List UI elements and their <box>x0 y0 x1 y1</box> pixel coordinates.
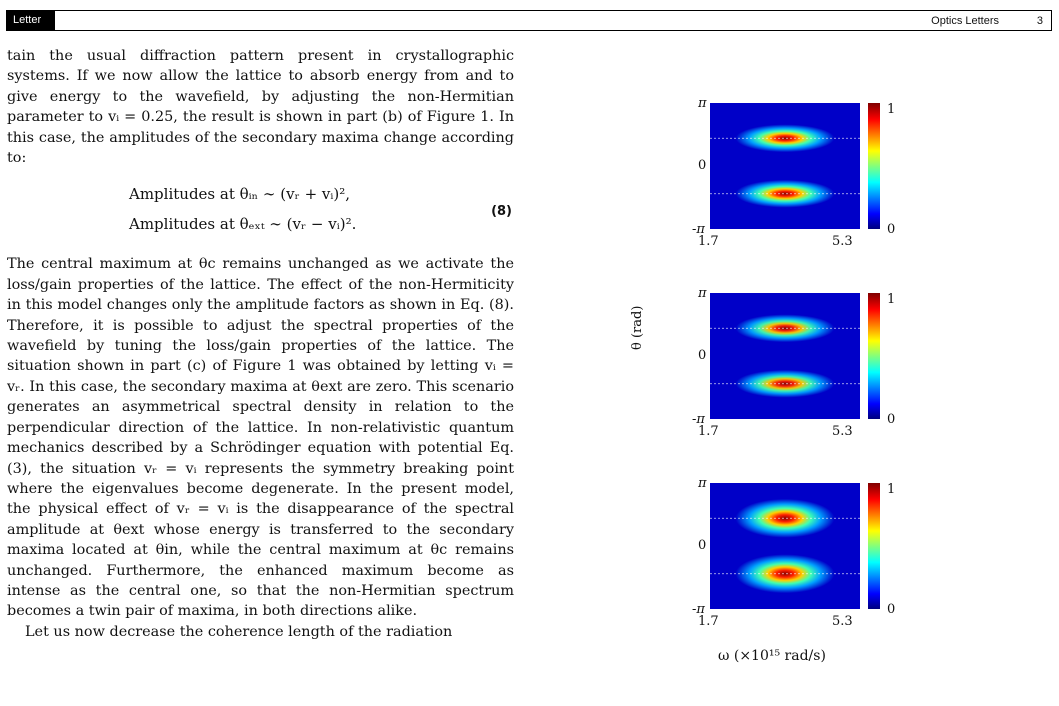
ytick-top: π <box>698 476 707 491</box>
paragraph-1: tain the usual diffraction pattern present in crystallographic systems. If we now allow the lattice to absorb energy from and to give energy to the wavefield, by adjusting the non-Hermitian parameter to vᵢ = 0.25, the result is shown in part (b) of Figure 1. In this case, the amplitudes of the secondary maxima change according to: <box>7 48 514 167</box>
heatmap-a <box>710 103 860 229</box>
colorbar-c <box>868 483 880 609</box>
panel-a <box>640 95 900 285</box>
ytick-top: π <box>698 96 707 111</box>
xtick-right: 5.3 <box>832 234 853 249</box>
equation-line-1: Amplitudes at θᵢₙ ∼ (vᵣ + vᵢ)², <box>129 185 351 204</box>
heatmap-background <box>710 293 860 419</box>
equation-8 <box>7 176 514 250</box>
header-frame <box>6 10 1052 31</box>
x-axis-label: ω (×10¹⁵ rad/s) <box>718 648 826 664</box>
xtick-left: 1.7 <box>698 424 719 439</box>
paragraph-3: Let us now decrease the coherence length of the radiation <box>25 623 453 640</box>
page-number: 3 <box>1036 15 1043 27</box>
paragraph-2: The central maximum at θc remains unchanged as we activate the loss/gain properties of the lattice. The effect of the non-Hermiticity in this model changes only the amplitude factors as shown in Eq. (8). Therefore, it is possible to adjust the spectral properties of the wavefield by tuning the loss/gain properties of the lattice. The situation shown in part (c) of Figure 1 was obtained by letting vᵢ = vᵣ. In this case, the secondary maxima at θext are zero. This scenario generates an asymmetrical spectral density in relation to the perpendicular direction of the lattice. In non-relativistic quantum mechanics described by a Schrödinger equation with potential Eq. (3), the situation vᵣ = vᵢ represents the symmetry breaking point where the eigenvalues become degenerate. In the present model, the physical effect of vᵣ = vᵢ is the disappearance of the spectral amplitude at θext whose energy is transferred to the secondary maxima located at θin, while the central maximum at θc remains unchanged. Furthermore, the enhanced maximum become as intense as the central one, so that the non-Hermitian spectrum becomes a twin pair of maxima, in both directions alike. <box>7 256 514 620</box>
ytick-mid: 0 <box>698 158 707 173</box>
ytick-bottom: -π <box>692 412 705 427</box>
equation-number: (8) <box>491 204 512 220</box>
colorbar-a <box>868 103 880 229</box>
xtick-right: 5.3 <box>832 614 853 629</box>
cbar-tick-bottom: 0 <box>887 602 896 617</box>
ytick-bottom: -π <box>692 222 705 237</box>
xtick-left: 1.7 <box>698 234 719 249</box>
panel-c <box>640 475 900 665</box>
y-axis-label: θ (rad) <box>630 305 645 350</box>
xtick-right: 5.3 <box>832 424 853 439</box>
panel-b <box>640 285 900 475</box>
ytick-mid: 0 <box>698 348 707 363</box>
heatmap-c <box>710 483 860 609</box>
cbar-tick-top: 1 <box>887 102 896 117</box>
cbar-tick-bottom: 0 <box>887 412 896 427</box>
figure-1 <box>630 95 900 675</box>
cbar-tick-top: 1 <box>887 292 896 307</box>
ytick-bottom: -π <box>692 602 705 617</box>
ytick-mid: 0 <box>698 538 707 553</box>
colorbar-b <box>868 293 880 419</box>
equation-line-2: Amplitudes at θₑₓₜ ∼ (vᵣ − vᵢ)². <box>129 215 357 234</box>
cbar-tick-bottom: 0 <box>887 222 896 237</box>
journal-name: Optics Letters <box>931 15 999 27</box>
cbar-tick-top: 1 <box>887 482 896 497</box>
ytick-top: π <box>698 286 707 301</box>
heatmap-b <box>710 293 860 419</box>
page-header <box>0 10 1059 33</box>
header-label: Letter <box>7 11 55 30</box>
xtick-left: 1.7 <box>698 614 719 629</box>
heatmap-background <box>710 103 860 229</box>
text-column <box>7 46 514 642</box>
